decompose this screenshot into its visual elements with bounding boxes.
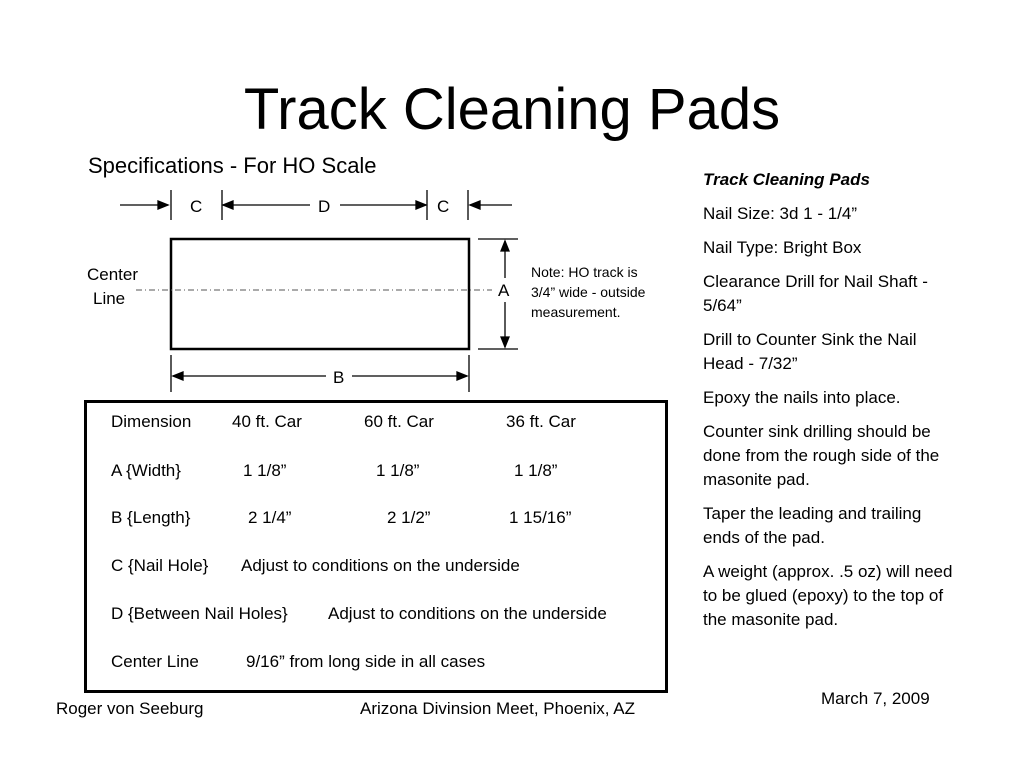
table-header-cell: 36 ft. Car [506, 412, 576, 431]
dimension-label-a: A [498, 281, 510, 300]
note-item: Clearance Drill for Nail Shaft - 5/64” [703, 272, 928, 315]
note-item: Drill to Counter Sink the Nail Head - 7/32” [703, 330, 917, 373]
table-cell: 2 1/4” [248, 508, 292, 527]
table-cell: D {Between Nail Holes} [111, 604, 288, 623]
slide-title: Track Cleaning Pads [243, 77, 781, 142]
note-item: Nail Size: 3d 1 - 1/4” [703, 204, 858, 223]
top-dimension-lines [120, 190, 512, 220]
table-cell: 1 1/8” [243, 461, 287, 480]
table-cell: Adjust to conditions on the underside [328, 604, 607, 623]
note-line-2: 3/4” wide - outside [531, 284, 646, 300]
table-header-cell: 40 ft. Car [232, 412, 302, 431]
dimension-label-c-left: C [190, 197, 203, 216]
note-item: Nail Type: Bright Box [703, 238, 862, 257]
notes-panel [703, 168, 953, 642]
dimension-label-b: B [333, 368, 345, 387]
slide-date: March 7, 2009 [821, 689, 930, 708]
note-line-3: measurement. [531, 304, 621, 320]
pad-rectangle [171, 239, 469, 349]
note-item: Counter sink drilling should be done from the rough side of the masonite pad. [703, 422, 940, 489]
table-header-cell: Dimension [111, 412, 192, 431]
note-item: Epoxy the nails into place. [703, 388, 901, 407]
notes-title: Track Cleaning Pads [703, 170, 870, 189]
table-cell: 2 1/2” [387, 508, 431, 527]
table-cell: Adjust to conditions on the underside [241, 556, 520, 575]
table-cell: A {Width} [111, 461, 181, 480]
table-cell: C {Nail Hole} [111, 556, 209, 575]
table-cell: 1 15/16” [509, 508, 572, 527]
length-dimension [171, 355, 469, 392]
footer-event: Arizona Divinsion Meet, Phoenix, AZ [360, 699, 635, 718]
dimension-label-d: D [318, 197, 331, 216]
center-line-label-1: Center [87, 265, 139, 284]
note-item: Taper the leading and trailing ends of the pad. [703, 504, 922, 547]
slide-subtitle: Specifications - For HO Scale [88, 153, 377, 178]
footer-author: Roger von Seeburg [56, 699, 204, 718]
table-cell: B {Length} [111, 508, 191, 527]
note-line-1: Note: HO track is [531, 264, 638, 280]
table-cell: 9/16” from long side in all cases [246, 652, 486, 671]
table-header-cell: 60 ft. Car [364, 412, 434, 431]
note-item: A weight (approx. .5 oz) will need to be glued (epoxy) to the top of the masonite pad. [703, 562, 953, 629]
table-cell: Center Line [111, 652, 199, 671]
dimension-label-c-right: C [437, 197, 450, 216]
table-cell: 1 1/8” [376, 461, 420, 480]
center-line-label-2: Line [93, 289, 126, 308]
table-cell: 1 1/8” [514, 461, 558, 480]
specifications-table [84, 400, 668, 693]
